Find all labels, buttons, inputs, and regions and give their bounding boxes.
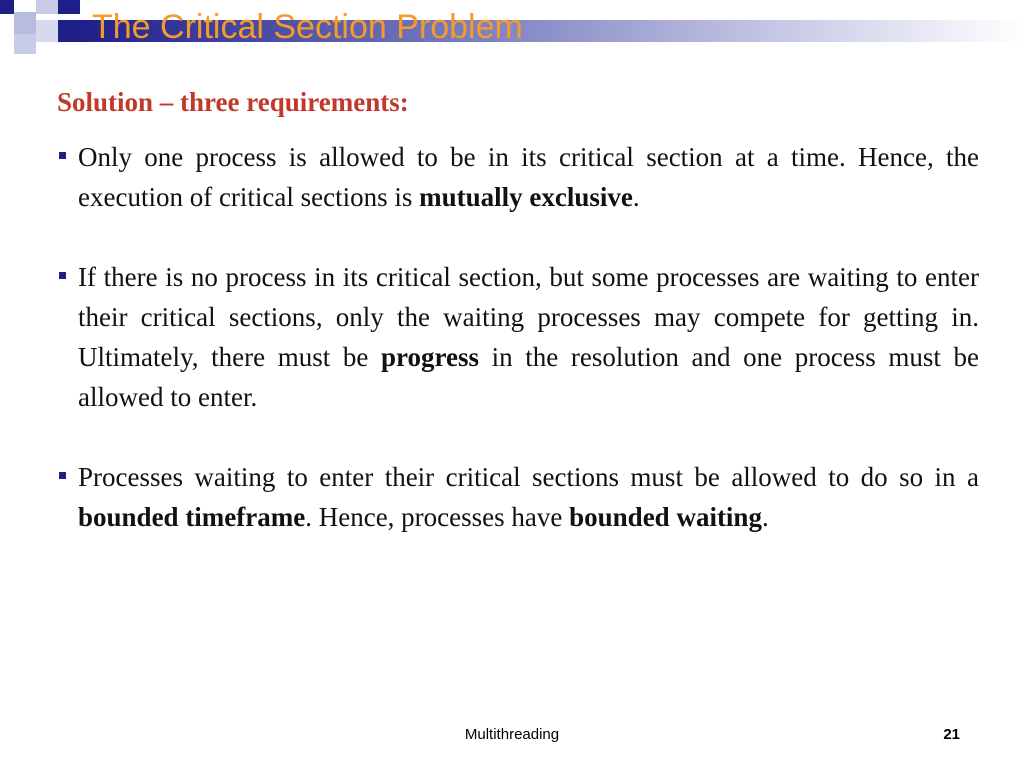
bullet-bold-text: mutually exclusive	[419, 182, 633, 212]
square-bullet-icon	[59, 272, 66, 279]
decor-square	[36, 20, 58, 42]
bullet-text: .	[761, 502, 769, 532]
footer-label: Multithreading	[464, 726, 560, 743]
decor-square	[14, 12, 36, 34]
decor-square	[58, 0, 80, 14]
square-bullet-icon	[59, 152, 66, 159]
bullet-bold-text: bounded waiting	[569, 502, 762, 532]
slide-title: The Critical Section Problem	[92, 8, 523, 46]
slide-subtitle: Solution – three requirements:	[57, 87, 409, 117]
decor-square	[14, 34, 36, 54]
bullet-bold-text: progress	[380, 342, 479, 372]
bullet-item	[57, 457, 979, 537]
page-number: 21	[943, 726, 960, 743]
decor-square	[0, 0, 14, 14]
bullet-item	[57, 257, 979, 417]
bullet-list	[57, 137, 979, 577]
decor-square	[58, 20, 80, 42]
decor-square	[36, 0, 58, 14]
bullet-text: Processes waiting to enter their critical sections must be allowed to do so in a	[78, 462, 979, 492]
square-bullet-icon	[59, 472, 66, 479]
bullet-text: .	[632, 182, 640, 212]
bullet-text: in the resolution and one process must be allowed to enter.	[78, 342, 979, 412]
bullet-text: If there is no process in its critical section, but some processes are waiting to enter their critical sections, only the waiting processes may compete for getting in. Ultimately, there must be	[78, 262, 979, 372]
bullet-text: Only one process is allowed to be in its critical section at a time. Hence, the execution of critical sections is	[78, 142, 979, 212]
bullet-text: . Hence, processes have	[305, 502, 570, 532]
bullet-item	[57, 137, 979, 217]
bullet-bold-text: bounded timeframe	[78, 502, 306, 532]
